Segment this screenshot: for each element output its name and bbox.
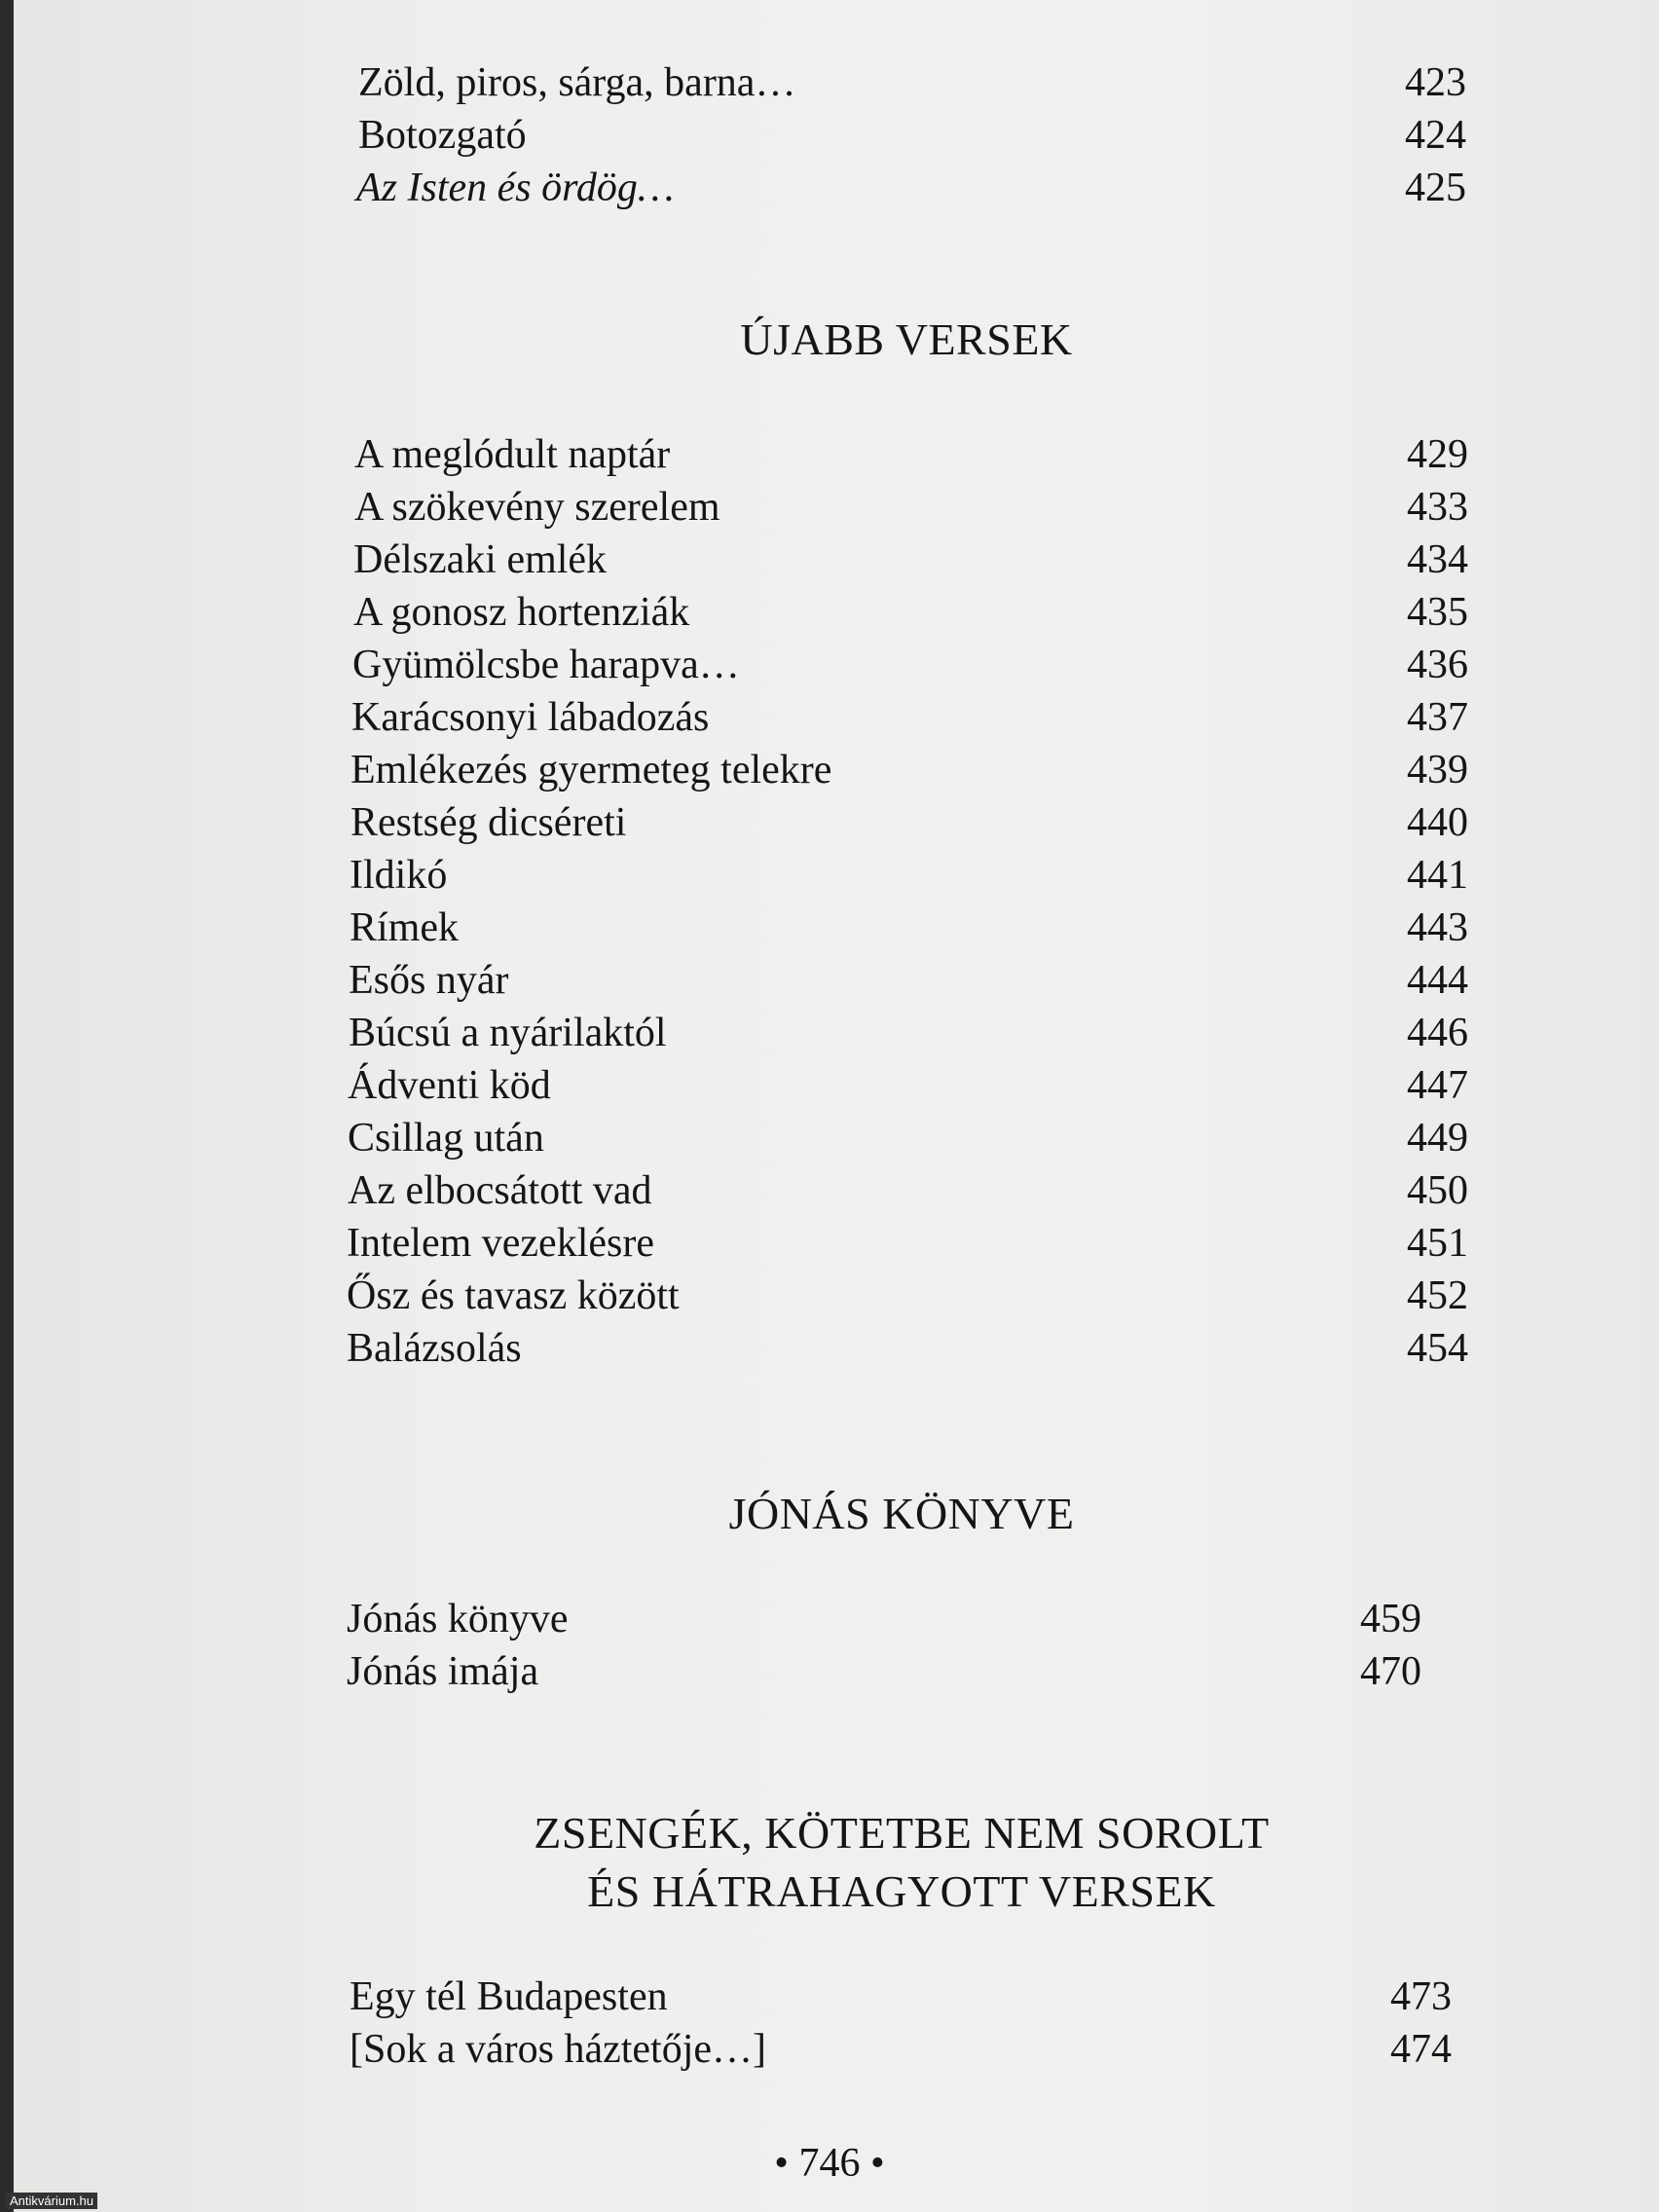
entry-page: 454: [1407, 1326, 1468, 1371]
entry-title: [Sok a város háztetője…]: [350, 2027, 767, 2072]
entry-page: 440: [1407, 800, 1468, 845]
entry-title: A gonosz hortenziák: [353, 590, 690, 635]
toc-entry: [348, 1112, 1468, 1164]
toc-entry: [354, 428, 1468, 481]
toc-entry: [356, 162, 1466, 214]
entry-page: 450: [1407, 1168, 1468, 1213]
entry-title: Ildikó: [350, 853, 448, 898]
entry-page: 451: [1407, 1221, 1468, 1266]
entry-page: 459: [1360, 1597, 1421, 1641]
entry-page: 434: [1407, 537, 1468, 582]
entry-title: Ősz és tavasz között: [347, 1273, 680, 1318]
entry-page: 429: [1407, 432, 1468, 477]
entry-title: Jónás könyve: [347, 1597, 569, 1641]
toc-entry: [349, 1007, 1468, 1059]
toc-entry: [350, 902, 1468, 954]
toc-entry: [350, 2023, 1452, 2076]
entry-title: Emlékezés gyermeteg telekre: [350, 748, 832, 793]
entry-page: 473: [1390, 1974, 1452, 2019]
entry-page: 447: [1407, 1063, 1468, 1108]
toc-entry: [348, 1164, 1468, 1217]
toc-entry: [348, 1059, 1468, 1112]
toc-entry: [347, 1322, 1468, 1375]
toc-entry: [358, 109, 1466, 162]
entry-page: 452: [1407, 1273, 1468, 1318]
toc-entry: [353, 586, 1468, 639]
entry-page: 441: [1407, 853, 1468, 898]
entry-title: A meglódult naptár: [354, 432, 671, 477]
entry-title: Botozgató: [358, 113, 527, 158]
entry-page: 470: [1360, 1649, 1421, 1694]
toc-entry: [351, 691, 1468, 744]
entry-page: 444: [1407, 958, 1468, 1003]
entry-page: 423: [1405, 60, 1466, 105]
watermark: Antikvárium.hu: [6, 2193, 97, 2209]
toc-entry: [347, 1593, 1421, 1645]
entry-title: Balázsolás: [347, 1326, 522, 1371]
entry-title: Az Isten és ördög…: [356, 166, 675, 210]
entry-title: Gyümölcsbe harapva…: [352, 643, 740, 687]
entry-title: Az elbocsátott vad: [348, 1168, 652, 1213]
section-heading: ZSENGÉK, KÖTETBE NEM SOROLT: [534, 1808, 1270, 1858]
entry-title: Csillag után: [348, 1116, 544, 1161]
section-heading-line2: ÉS HÁTRAHAGYOTT VERSEK: [587, 1866, 1216, 1916]
entry-page: 446: [1407, 1011, 1468, 1055]
toc-entry: [350, 849, 1468, 902]
entry-page: 449: [1407, 1116, 1468, 1161]
toc-entry: [350, 1971, 1452, 2023]
entry-title: Ádventi köd: [348, 1063, 551, 1108]
entry-title: Esős nyár: [349, 958, 509, 1003]
entry-title: Karácsonyi lábadozás: [351, 695, 710, 740]
entry-page: 443: [1407, 905, 1468, 950]
toc-entry: [352, 639, 1468, 691]
entry-title: Egy tél Budapesten: [350, 1974, 668, 2019]
section-heading: ÚJABB VERSEK: [740, 314, 1073, 364]
toc-entry: [353, 534, 1468, 586]
entry-page: 437: [1407, 695, 1468, 740]
entry-title: Zöld, piros, sárga, barna…: [358, 60, 796, 105]
entry-page: 439: [1407, 748, 1468, 793]
section-heading: JÓNÁS KÖNYVE: [728, 1489, 1075, 1538]
toc-entry: [354, 481, 1468, 534]
entry-page: 425: [1405, 166, 1466, 210]
entry-title: Restség dicséreti: [350, 800, 627, 845]
entry-page: 424: [1405, 113, 1466, 158]
page-number: • 746 •: [774, 2141, 885, 2186]
toc-entry: [347, 1645, 1421, 1698]
entry-page: 433: [1407, 485, 1468, 530]
entry-title: A szökevény szerelem: [354, 485, 720, 530]
toc-entry: [349, 954, 1468, 1007]
toc-entry: [350, 744, 1468, 796]
entry-page: 435: [1407, 590, 1468, 635]
entry-title: Délszaki emlék: [353, 537, 608, 582]
entry-page: 474: [1390, 2027, 1452, 2072]
entry-title: Intelem vezeklésre: [347, 1221, 654, 1266]
entry-page: 436: [1407, 643, 1468, 687]
entry-title: Jónás imája: [347, 1649, 539, 1694]
toc-entry: [347, 1270, 1468, 1322]
toc-entry: [347, 1217, 1468, 1270]
toc-entry: [350, 796, 1468, 849]
toc-entry: [358, 56, 1466, 109]
entry-title: Búcsú a nyárilaktól: [349, 1011, 667, 1055]
entry-title: Rímek: [350, 905, 459, 950]
